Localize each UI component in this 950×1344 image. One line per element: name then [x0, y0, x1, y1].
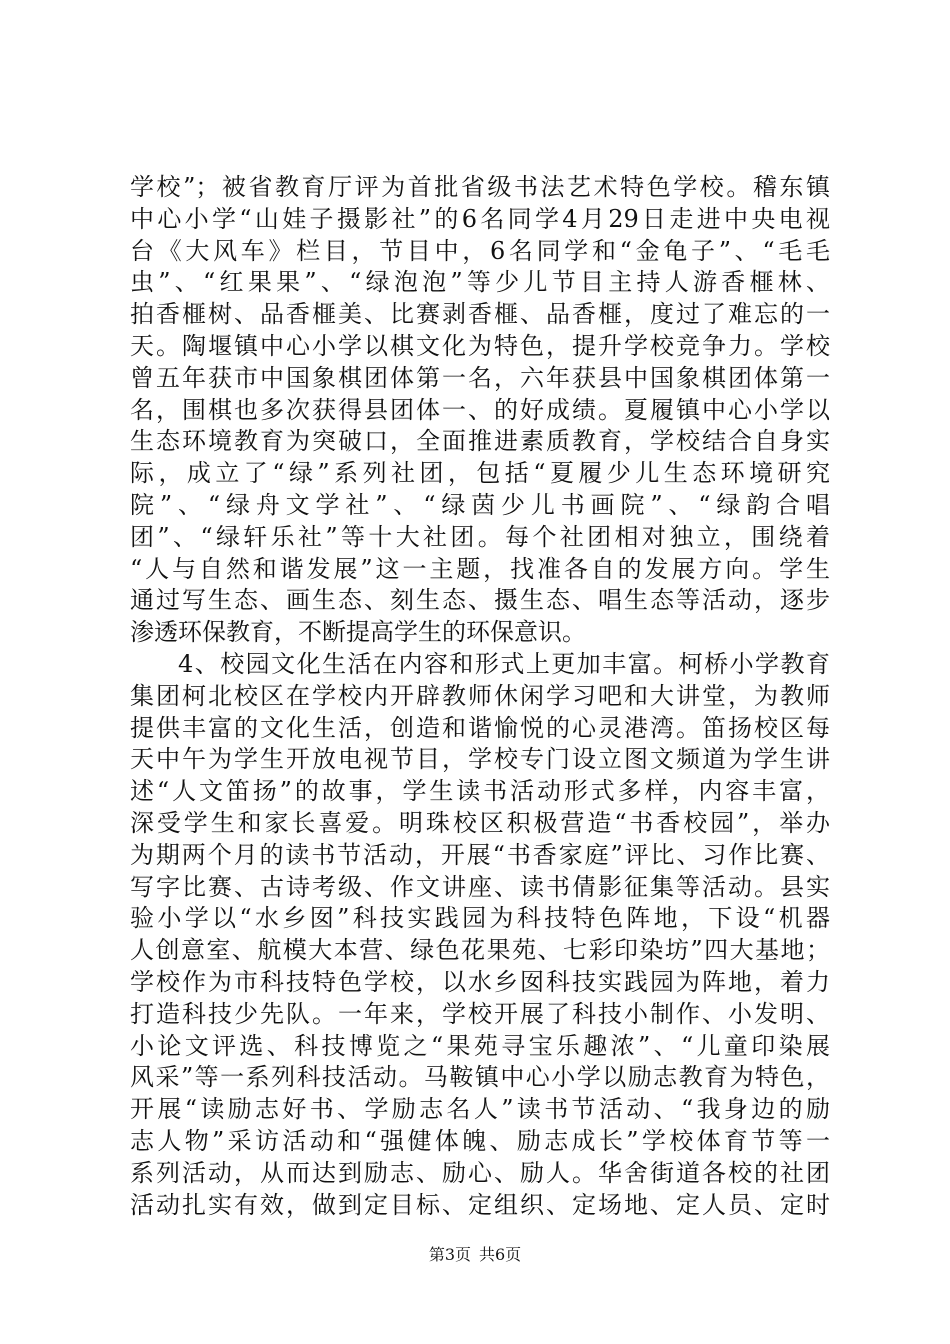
text-line: “人与自然和谐发展”这一主题，找准各自的发展方向。学生 — [130, 554, 830, 583]
text-line: 深受学生和家长喜爱。明珠校区积极营造“书香校园”，举办 — [130, 808, 830, 837]
text-line: 述“人文笛扬”的故事，学生读书活动形式多样，内容丰富， — [130, 777, 830, 806]
text-line: 志人物”采访活动和“强健体魄、励志成长”学校体育节等一 — [130, 1126, 830, 1155]
text-line: 风采”等一系列科技活动。马鞍镇中心小学以励志教育为特色， — [130, 1063, 830, 1092]
text-line: 虫”、“红果果”、“绿泡泡”等少儿节目主持人游香榧林、 — [130, 268, 830, 297]
text-line: 打造科技少先队。一年来，学校开展了科技小制作、小发明、 — [130, 999, 830, 1028]
body-text — [130, 172, 830, 1221]
text-line: 人创意室、航模大本营、绿色花果苑、七彩印染坊”四大基地； — [130, 936, 830, 965]
page-total: 共6页 — [479, 1245, 522, 1264]
text-line: 院”、“绿舟文学社”、“绿茵少儿书画院”、“绿韵合唱 — [130, 490, 830, 519]
text-line: 4、校园文化生活在内容和形式上更加丰富。柯桥小学教育 — [178, 649, 830, 678]
text-line: 开展“读励志好书、学励志名人”读书节活动、“我身边的励 — [130, 1095, 830, 1124]
text-line: 天。陶堰镇中心小学以棋文化为特色，提升学校竞争力。学校 — [130, 331, 830, 360]
text-line: 台《大风车》栏目，节目中，6名同学和“金龟子”、“毛毛 — [130, 236, 830, 265]
text-line: 中心小学“山娃子摄影社”的6名同学4月29日走进中央电视 — [130, 204, 830, 233]
text-line: 拍香榧树、品香榧美、比赛剥香榧、品香榧，度过了难忘的一 — [130, 300, 830, 329]
text-line: 集团柯北校区在学校内开辟教师休闲学习吧和大讲堂，为教师 — [130, 681, 830, 710]
text-line: 学校”；被省教育厅评为首批省级书法艺术特色学校。稽东镇 — [130, 173, 830, 201]
text-line: 际，成立了“绿”系列社团，包括“夏履少儿生态环境研究 — [130, 459, 830, 488]
text-line: 写字比赛、古诗考级、作文讲座、读书倩影征集等活动。县实 — [130, 872, 830, 901]
text-line: 提供丰富的文化生活，创造和谐愉悦的心灵港湾。笛扬校区每 — [130, 713, 830, 742]
text-line: 渗透环保教育，不断提高学生的环保意识。 — [130, 618, 586, 647]
text-line: 活动扎实有效，做到定目标、定组织、定场地、定人员、定时 — [130, 1190, 830, 1219]
text-line: 曾五年获市中国象棋团体第一名，六年获县中国象棋团体第一 — [130, 363, 830, 392]
page-footer — [0, 1245, 950, 1265]
text-line: 天中午为学生开放电视节目，学校专门设立图文频道为学生讲 — [130, 745, 830, 774]
text-line: 名，围棋也多次获得县团体一、的好成绩。夏履镇中心小学以 — [130, 395, 830, 424]
text-line: 小论文评选、科技博览之“果苑寻宝乐趣浓”、“儿童印染展 — [130, 1031, 830, 1060]
text-line: 学校作为市科技特色学校，以水乡囡科技实践园为阵地，着力 — [130, 967, 830, 996]
text-line: 生态环境教育为突破口，全面推进素质教育，学校结合自身实 — [130, 427, 830, 456]
text-line: 通过写生态、画生态、刻生态、摄生态、唱生态等活动，逐步 — [130, 586, 830, 615]
text-line: 团”、“绿轩乐社”等十大社团。每个社团相对独立，围绕着 — [130, 522, 830, 551]
text-line: 为期两个月的读书节活动，开展“书香家庭”评比、习作比赛、 — [130, 840, 830, 869]
text-line: 验小学以“水乡囡”科技实践园为科技特色阵地，下设“机器 — [130, 904, 830, 933]
text-line: 系列活动，从而达到励志、励心、励人。华舍街道各校的社团 — [130, 1158, 830, 1187]
page-number: 第3页 — [428, 1245, 471, 1264]
